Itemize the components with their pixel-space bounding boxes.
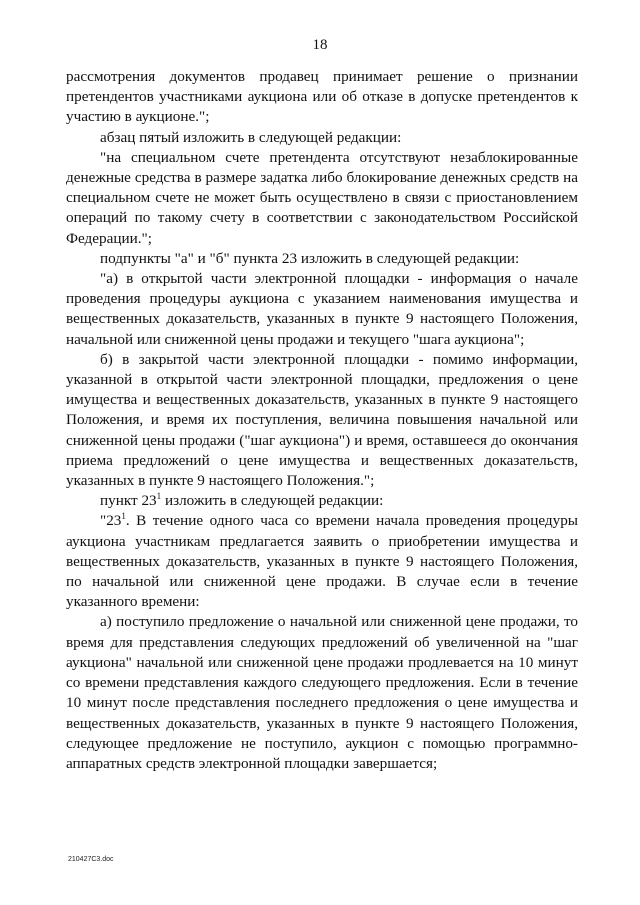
paragraph-decision-continuation: рассмотрения документов продавец принимает решение о признании претендентов участниками аукциона или об отказе в допуске претендентов к участию в аукционе."; <box>66 68 578 126</box>
point-23-1-body: . В течение одного часа со времени начала проведения процедуры аукциона участникам предлагается заявить о приобретении имущества и вещественных доказательств, указанных в пункте 9 настоящего Положения, по начальной или сниженной цене продажи. В случае если в течение указанного времени: <box>66 512 578 611</box>
point-23-1-superscript: 1 <box>156 491 162 502</box>
paragraph-point-23-1-instruction <box>66 491 578 511</box>
point-23-1-instruction-end: изложить в следующей редакции: <box>161 492 384 510</box>
subpoint-a-offer-received: а) поступило предложение о начальной или сниженной цене продажи, то время для представления следующих предложений об увеличенной на "шаг аукциона" начальной или сниженной цене продажи продлевается на 10 минут со времени представления каждого следующего предложения. Если в течение 10 минут после представления последнего предложения о цене имущества и вещественных доказательств, указанных в пункте 9 настоящего Положения, следующее предложение не поступило, аукцион с помощью программно-аппаратных средств электронной площадки завершается; <box>66 613 578 772</box>
document-body <box>66 67 578 774</box>
footer-file-code: 210427С3.doc <box>68 856 114 863</box>
paragraph-subpoints-instruction: подпункты "а" и "б" пункта 23 изложить в следующей редакции: <box>100 249 520 267</box>
subpoint-a-open-part: "а) в открытой части электронной площадки - информация о начале проведения процедуры аукциона с указанием наименования имущества и вещественных доказательств, указанных в пункте 9 настоящего Положения, начальной или сниженной цены продажи и текущего "шага аукциона"; <box>66 270 578 348</box>
paragraph-point-23-1-text <box>66 511 578 612</box>
page-number: 18 <box>312 37 328 53</box>
subpoint-b-closed-part: б) в закрытой части электронной площадки - помимо информации, указанной в открытой части электронной площадки, предложения о цене имущества и вещественных доказательств, указанных в пункте 9 настоящего Положения, и время их поступления, величина повышения начальной или сниженной цены продажи ("шаг аукциона") и время, оставшееся до окончания приема предложений о цене имущества и вещественных доказательств, указанных в пункте 9 настоящего Положения."; <box>66 350 578 490</box>
paragraph-special-account-text: "на специальном счете претендента отсутствуют незаблокированные денежные средства в размере задатка либо блокирование денежных средств на специальном счете не может быть осуществлено в связи с приостановлением операций по такому счету в соответствии с законодательством Российской Федерации."; <box>66 148 578 247</box>
point-23-1-instruction-start: пункт 23 <box>100 492 157 510</box>
point-23-1-number: "23 <box>100 512 122 530</box>
paragraph-fifth-abzac-instruction: абзац пятый изложить в следующей редакции: <box>100 128 402 146</box>
point-23-1-number-superscript: 1 <box>121 511 126 522</box>
